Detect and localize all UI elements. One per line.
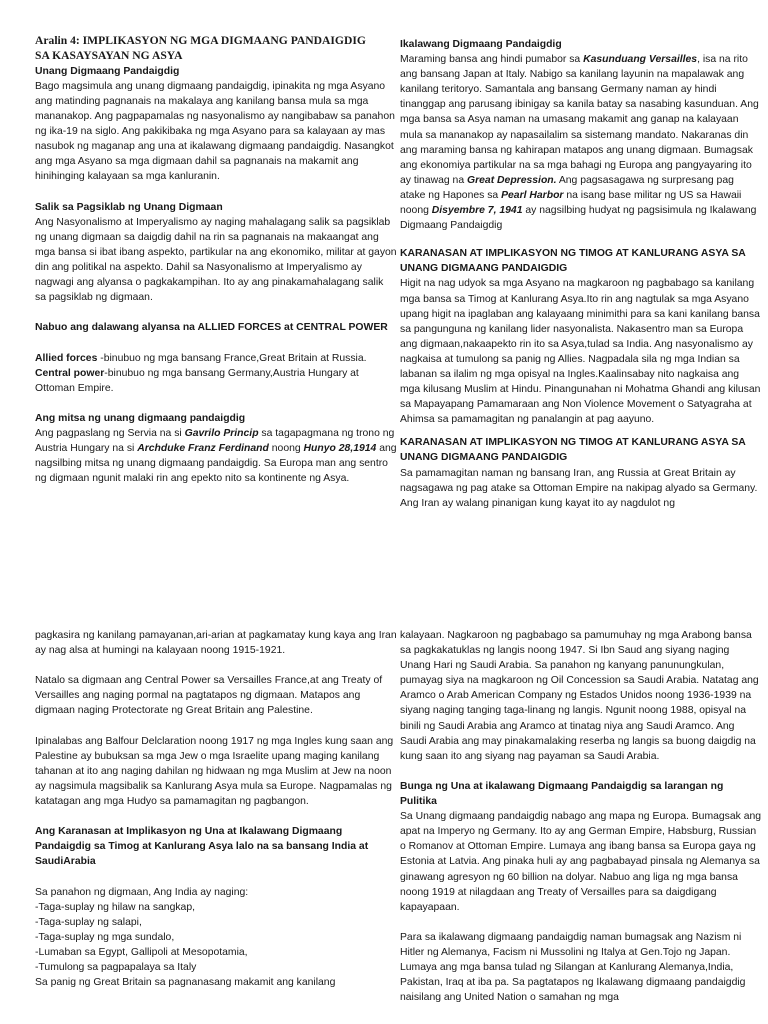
paragraph-karanasan-1: Higit na nag udyok sa mga Asyano na magkaroon ng pagbabago sa kanilang mga bansa sa Timog at Kanlurang Asya.Ito rin ang nagtulak sa mga Asyano upang higit na ipaglaban ang kalayaang minimithi para sa kani kanilang bansa sa pangunguna ng kanilang lider nasyonalista. Nakasentro man sa Europa ang digmaan,nakaapekto rin ito sa Asya,tulad sa India. Ang nasyonalismo ay nagkaisa at tumulong sa panig ng Allies. Nagpadala sila ng mga Indian sa labanan sa ilalim ng mga opisyal na Ingles.Kaalinsabay nito nagkaisa ang mga kilusang Muslim at Hindu. Pinangunahan ni Mohatma Ghandi ang kilusan sa Mapayapang Pamamaraan ang Non Violence Movement o Satyagraha at Ahimsa sa pamamagitan ng panalangin at pag aayuno. (400, 278, 761, 426)
archduke-franz-ferdinand: Archduke Franz Ferdinand (137, 443, 269, 455)
paragraph-ikalawang-digmaan-bunga: Para sa ikalawang digmaang pandaigdig naman bumagsak ang Nazism ni Hitler ng Alemanya, Facism ni Mussolini ng Italya at Gen.Tojo ng Japan. Lumaya ang mga bansa tulad ng Silangan at Kanlurang Alemanya,India, Pakistan, Iraq at iba pa. Sa pagtatapos ng Ikalawang digmaang pandaigdig naisilang ang United Nation o samahan ng mga (400, 931, 746, 1004)
mitsa-text-c: noong (268, 443, 304, 455)
paragraph-unang-digmaan-bunga: Sa Unang digmaang pandaigdig nabago ang mapa ng Europa. Bumagsak ang apat na Imperyo ng Germany. Ito ay ang German Empire, Habsburg, Russian o Romanov at Ottoman Empire. Lumaya ang ibang bansa sa Europa gaya ng Estonia at Latvia. Ang pinaka huli ay ang pagbabayad pinsala ng Alemanya sa ginawang agresyon ng 60 billion na dolyar. Nabuo ang liga ng mga bansa noong 1919 at nilagdaan ang Treaty of Versailles para sa daigdigang kapayapaan. (400, 811, 762, 913)
gavrilo-princip: Gavrilo Princip (184, 428, 259, 440)
pearl-harbor-date: Disyembre 7, 1941 (431, 205, 523, 217)
ikalawa-text-c: Ang pagsasagawa ng surpresang pag atake ng Hapones sa (400, 174, 734, 201)
paragraph-saudi-arabia: kalayaan. Nagkaroon ng pagbabago sa pamumuhay ng mga Arabong bansa sa pagkakatuklas ng langis noong 1947. Si Ibn Saud ang siyang naging Unang Hari ng Saudi Arabia. Sa panahon ng kanyang panunungkulan, pumayag siya na magkaroon ng Oil Concession sa Saudi Arabia. Natatag ang Aramco o Arab American Company ng Estados Unidos noong 1936-1939 na siyang naging tanging taga-linang ng langis. Ngunit noong 1988, opisyal na binili ng Saudi Arabia ang Aramco at tinatag niya ang Saudi Aramco. Ang Saudi Arabia ang may pinakamalaking reserba ng langis sa buong daigdig na kung saan ito ang siyang nag payaman sa Saudi Arabia. (400, 630, 759, 762)
list-item: -Taga-suplay ng hilaw na sangkap, (35, 901, 195, 913)
heading-unang-digmaan: Unang Digmaang Pandaigdig (35, 65, 180, 77)
page2-right-column (400, 628, 762, 1005)
mitsa-text-d: ang nagsilbing mitsa ng unang digmaang pandaigdig. Sa Europa man ang sentro ng digmaan ngunit malaki rin ang epekto nito sa kontinente ng Asya. (35, 443, 397, 485)
kasunduang-versailles: Kasunduang Versailles (583, 54, 698, 66)
page1-left-column (35, 33, 397, 486)
ikalawa-text-e: ay nagsilbing hudyat ng pagsisimula ng Ikalawang Digmaang Pandaigdig (400, 205, 757, 232)
ikalawa-text-b: , isa na rito ang bansang Japan at Italy. Nabigo sa kanilang layunin na mapalawak ang kanilang teritoryo. Samantala ang bansang Germany naman ay hindi tinanggap ang parusang ibinigay sa kanila batay sa nasabing kasunduan. Ang mga bansa sa Asya naman na umasang makamit ang ganap na kalayaan mula sa mananakop ay napasailalim sa sistemang mandato. Nakaranas din ang maraming bansa ng kahirapan matapos ang unang digmaan. Bumagsak ang ekonomiya partikular na sa mga bahagi ng Europa ang pangyayaring ito ay tinawag na (400, 54, 759, 186)
heading-salik: Salik sa Pagsiklab ng Unang Digmaan (35, 201, 223, 213)
paragraph-iran: pagkasira ng kanilang pamayanan,ari-arian at pagkamatay kung kaya ang Iran ay nag alsa at humingi na kalayaan noong 1915-1921. (35, 630, 397, 657)
ikalawa-text-a: Maraming bansa ang hindi pumabor sa (400, 54, 584, 66)
heading-ikalawang-digmaan: Ikalawang Digmaang Pandaigdig (400, 39, 562, 50)
list-item: -Tumulong sa pagpapalaya sa Italy (35, 962, 197, 974)
heading-india-saudi: Ang Karanasan at Implikasyon ng Una at Ikalawang Digmaang Pandaigdig sa Timog at Kanlurang Asya lalo na sa bansang India at SaudiArabia (35, 826, 369, 868)
mitsa-text-a: Ang pagpaslang ng Servia na si (35, 428, 185, 440)
paragraph-balfour: Ipinalabas ang Balfour Delclaration noong 1917 ng mga Ingles kung saan ang Palestine ay bubuksan sa mga Jew o mga Israelite upang maging kanilang tahanan at ito ang naging dahilan ng hidwaan ng mga Muslim at Jew na noon ay nagsimula magsibalik sa Kanlurang Asya mula sa Europe. Nagpamalas ng katatagan ang mga Hudyo sa pamamagitan ng pagbangon. (35, 735, 394, 808)
paragraph-karanasan-2: Sa pamamagitan naman ng bansang Iran, ang Russia at Great Britain ay nagsagawa ng pag atake sa Ottoman Empire na nakipag alyado sa Germany. Ang Iran ay walang pinanigan kung kayat ito ay nagdulot ng (400, 467, 758, 509)
list-item: -Taga-suplay ng mga sundalo, (35, 931, 175, 943)
paragraph-india-intro: Sa panahon ng digmaan, Ang India ay naging: (35, 886, 249, 898)
paragraph-salik: Ang Nasyonalismo at Imperyalismo ay naging mahalagang salik sa pagsiklab ng unang digmaan sa daigdig dahil na rin sa pagnanais na makaangat ang mga bansa si ibat ibang aspekto, partikular na ang ekonomiko, militar at gayon din ang politikal na aspekto. Dahil sa Nasyonalismo at Imperyalismo ay nagwagi ang alyansa o pagkakampihan. Ito ay ang pinakamahalagang salik sa pagsiklab ng digmaan. (35, 216, 397, 304)
mitsa-text-b: sa tagapagmana ng trono ng Austria Hungary na si (35, 428, 395, 455)
heading-karanasan-1: KARANASAN AT IMPLIKASYON NG TIMOG AT KANLURANG ASYA SA UNANG DIGMAANG PANDAIGDIG (400, 248, 746, 275)
lesson-title-line1: Aralin 4: IMPLIKASYON NG MGA DIGMAANG PANDAIGDIG (35, 34, 366, 47)
page2-left-column (35, 628, 397, 990)
paragraph-central-power (35, 366, 397, 396)
mitsa-date: Hunyo 28,1914 (303, 443, 377, 455)
heading-pulitika: Bunga ng Una at ikalawang Digmaang Pandaigdig sa larangan ng Pulitika (400, 780, 724, 808)
paragraph-versailles: Natalo sa digmaan ang Central Power sa Versailles France,at ang Treaty of Versailles ang naging pormal na pagtatapos ng digmaan. Matapos ang digmaan naging Protectorate ng Great Britain ang Palestine. (35, 675, 383, 717)
lesson-title-line2: SA KASAYSAYAN NG ASYA (35, 49, 183, 63)
list-item: -Taga-suplay ng salapi, (35, 916, 142, 928)
paragraph-allied-forces (35, 351, 397, 366)
heading-mitsa: Ang mitsa ng unang digmaang pandaigdig (35, 412, 246, 424)
paragraph-great-britain: Sa panig ng Great Britain sa pagnanasang makamit ang kanilang (35, 977, 336, 989)
page1-right-column (400, 37, 762, 511)
ikalawa-text-d: na isang base militar ng US sa Hawaii noong (400, 189, 742, 217)
list-item: -Lumaban sa Egypt, Gallipoli at Mesopotamia, (35, 946, 248, 958)
pearl-harbor: Pearl Harbor (501, 189, 564, 201)
great-depression: Great Depression. (467, 174, 557, 186)
central-power-label: Central power (35, 367, 105, 379)
heading-karanasan-2: KARANASAN AT IMPLIKASYON NG TIMOG AT KANLURANG ASYA SA UNANG DIGMAANG PANDAIGDIG (400, 437, 746, 464)
paragraph-mitsa (35, 426, 397, 486)
allied-forces-label: Allied forces (35, 352, 98, 364)
heading-alyansa: Nabuo ang dalawang alyansa na ALLIED FORCES at CENTRAL POWER (35, 322, 388, 334)
paragraph-intro: Bago magsimula ang unang digmaang pandaigdig, ipinakita ng mga Asyano ang matinding pagnanais na makalaya ang kanilang bansa mula sa mga mananakop. Ang pagpapamalas ng nasyonalismo ay nangibabaw sa panahon ng ika-19 na siglo. Ang pakikibaka ng mga Asyano para sa kalayaan ay mas nasubok ng maganap ang una at ikalawang digmaang pandaigdig. Nasangkot ang mga Asyano sa mga digmaan dahil sa pagnanais na makamit ang hinihinging kalayaan sa mga kanluranin. (35, 80, 395, 183)
paragraph-ikalawang-digmaan (400, 52, 762, 233)
allied-forces-text: -binubuo ng mga bansang France,Great Britain at Russia. (97, 352, 367, 364)
central-power-text: -binubuo ng mga bansang Germany,Austria Hungary at Ottoman Empire. (35, 367, 359, 394)
